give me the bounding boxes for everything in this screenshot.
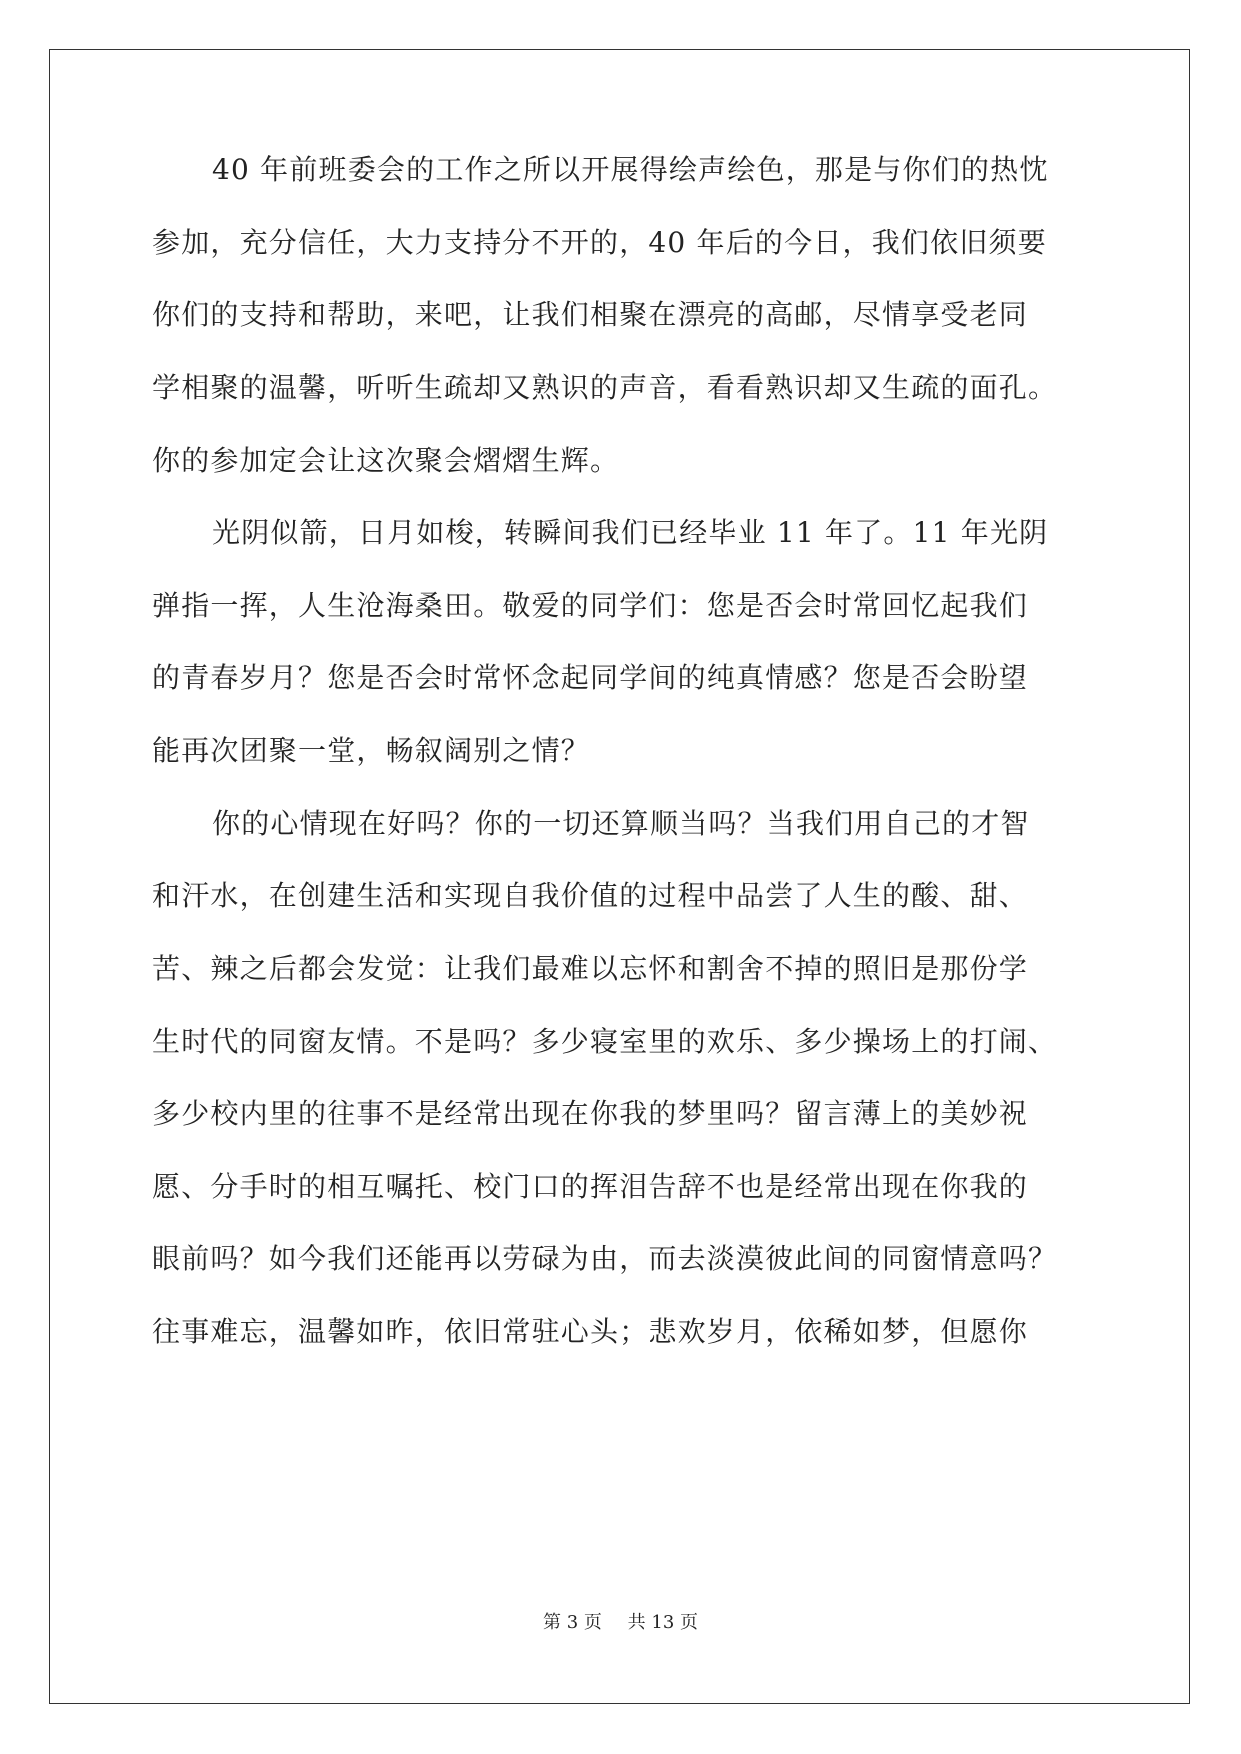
- page-total: 共 13 页: [627, 1612, 698, 1633]
- paragraph-line: 弹指一挥，人生沧海桑田。敬爱的同学们：您是否会时常回忆起我们: [152, 589, 1029, 622]
- paragraph-line: 的青春岁月？您是否会时常怀念起同学间的纯真情感？您是否会盼望: [152, 661, 1029, 694]
- paragraph-line: 多少校内里的往事不是经常出现在你我的梦里吗？留言薄上的美妙祝: [152, 1097, 1029, 1130]
- paragraph-line: 你的心情现在好吗？你的一切还算顺当吗？当我们用自己的才智: [212, 807, 1030, 840]
- paragraph-line: 参加，充分信任，大力支持分不开的，40 年后的今日，我们依旧须要: [152, 226, 1047, 259]
- paragraph-line: 生时代的同窗友情。不是吗？多少寝室里的欢乐、多少操场上的打闹、: [152, 1025, 1058, 1058]
- page-footer: [0, 1611, 1241, 1635]
- paragraph-line: 愿、分手时的相互嘱托、校门口的挥泪告辞不也是经常出现在你我的: [152, 1170, 1029, 1203]
- paragraph-line: 光阴似箭，日月如梭，转瞬间我们已经毕业 11 年了。11 年光阴: [212, 516, 1049, 549]
- paragraph-line: 和汗水，在创建生活和实现自我价值的过程中品尝了人生的酸、甜、: [152, 879, 1029, 912]
- paragraph-line: 你们的支持和帮助，来吧，让我们相聚在漂亮的高邮，尽情享受老同: [152, 298, 1029, 331]
- page-number: 第 3 页: [543, 1612, 602, 1633]
- paragraph-line: 能再次团聚一堂，畅叙阔别之情？: [152, 734, 591, 767]
- paragraph-line: 眼前吗？如今我们还能再以劳碌为由，而去淡漠彼此间的同窗情意吗？: [152, 1242, 1058, 1275]
- paragraph-line: 往事难忘，温馨如昨，依旧常驻心头；悲欢岁月，依稀如梦，但愿你: [152, 1315, 1029, 1348]
- paragraph-line: 40 年前班委会的工作之所以开展得绘声绘色，那是与你们的热忱: [212, 153, 1049, 186]
- paragraph-line: 学相聚的温馨，听听生疏却又熟识的声音，看看熟识却又生疏的面孔。: [152, 371, 1058, 404]
- paragraph-line: 苦、辣之后都会发觉：让我们最难以忘怀和割舍不掉的照旧是那份学: [152, 952, 1029, 985]
- paragraph-line: 你的参加定会让这次聚会熠熠生辉。: [152, 444, 620, 477]
